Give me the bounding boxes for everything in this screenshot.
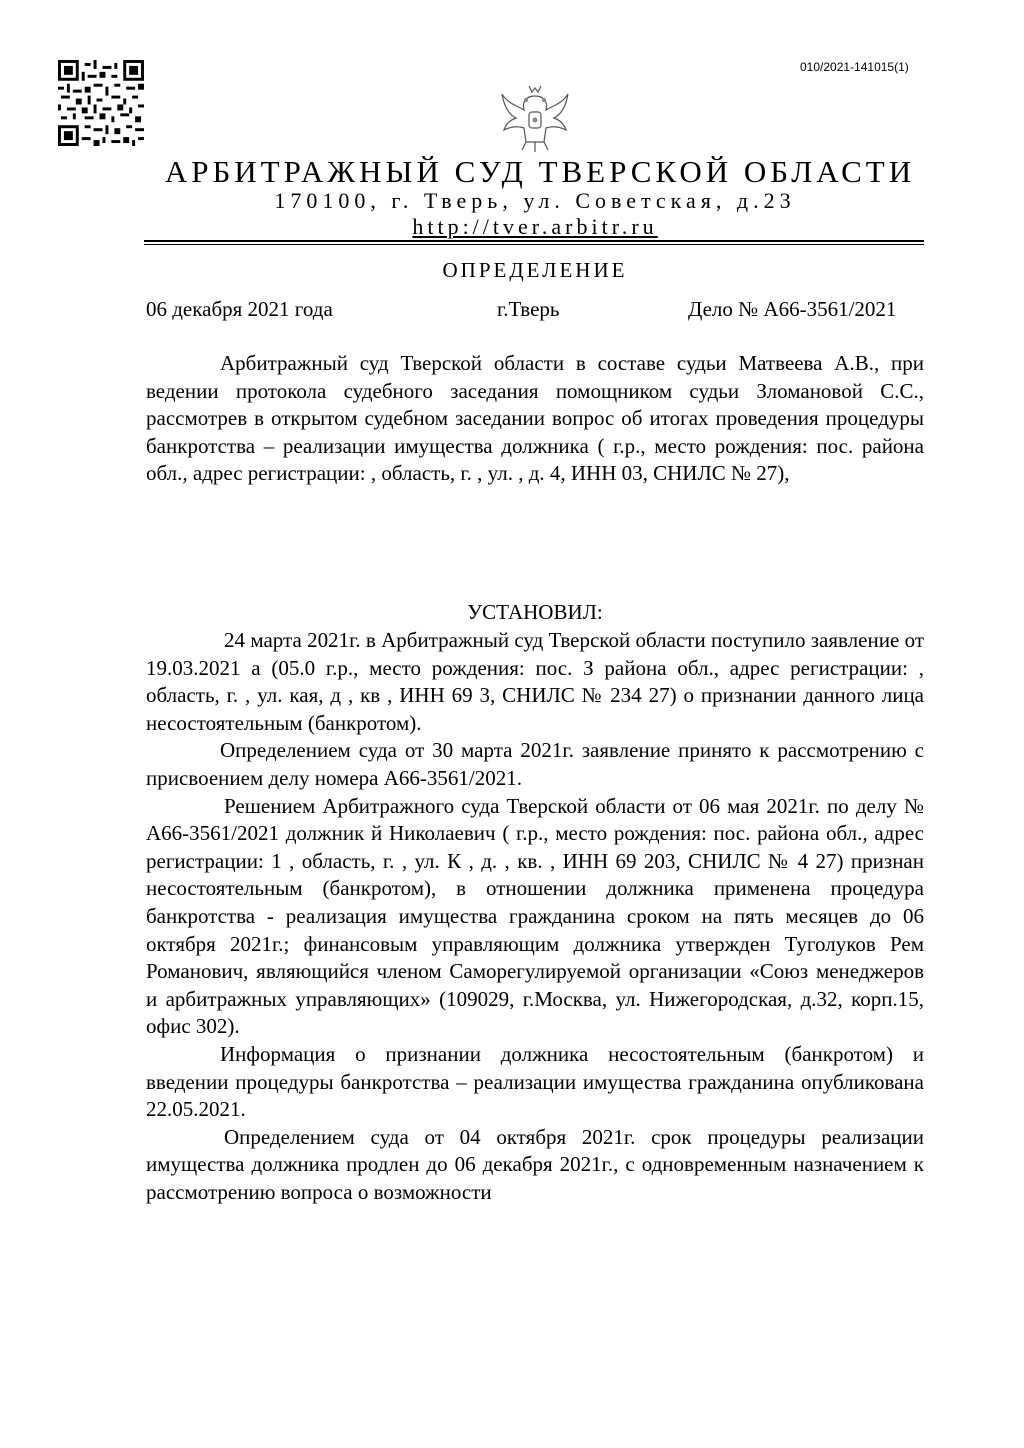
- paragraph: Информация о признании должника несостоятельным (банкротом) и введении процедуры банкротства – реализации имущества гражданина опубликована 22.05.2021.: [146, 1041, 924, 1122]
- intro-text: Арбитражный суд Тверской области в составе судьи Матвеева А.В., при ведении протокола судебного заседания помощником судьи Зломановой С.С., рассмотрев в открытом судебном заседании вопрос об итогах проведения процедуры банкротства – реализации имущества должника ( г.р., место рождения: пос. района обл., адрес регистрации: , область, г. , ул. , д. 4, ИНН 03, СНИЛС № 27),: [146, 351, 924, 486]
- court-name: АРБИТРАЖНЫЙ СУД ТВЕРСКОЙ ОБЛАСТИ: [164, 154, 916, 189]
- intro-paragraph: [146, 350, 924, 488]
- case-number: Дело № А66-3561/2021: [688, 297, 897, 321]
- paragraph: Решением Арбитражного суда Тверской области от 06 мая 2021г. по делу № А66-3561/2021 должник й Николаевич ( г.р., место рождения: пос. района обл., адрес регистрации: 1 , область, г. , ул. К , д. , кв. , ИНН 69 203, СНИЛС № 4 27) признан несостоятельным (банкротом), в отношении должника применена процедура банкротства - реализация имущества гражданина сроком на пять месяцев до 06 октября 2021г.; финансовым управляющим должника утвержден Туголуков Рем Романович, являющийся членом Саморегулируемой организации «Союз менеджеров и арбитражных управляющих» (109029, г.Москва, ул. Нижегородская, д.32, корп.15, офис 302).: [146, 793, 924, 1039]
- header-divider: [144, 240, 924, 242]
- document-id: 010/2021-141015(1): [800, 60, 909, 74]
- document-body: [146, 627, 924, 1206]
- header-divider-thin: [144, 244, 924, 245]
- document-city: г.Тверь: [497, 297, 560, 321]
- qr-code-icon: [58, 60, 144, 146]
- document-date: 06 декабря 2021 года: [146, 297, 333, 321]
- section-heading: УСТАНОВИЛ:: [467, 600, 603, 624]
- document-type: ОПРЕДЕЛЕНИЕ: [442, 258, 628, 282]
- coat-of-arms-icon: [496, 82, 574, 154]
- paragraph: Определением суда от 30 марта 2021г. заявление принято к рассмотрению с присвоением делу номера А66-3561/2021.: [146, 738, 924, 790]
- court-website-link[interactable]: http://tver.arbitr.ru: [412, 214, 658, 239]
- paragraph: 24 марта 2021г. в Арбитражный суд Тверской области поступило заявление от 19.03.2021 а (05.0 г.р., место рождения: пос. З района обл., адрес регистрации: , область, г. , ул. кая, д , кв , ИНН 69 3, СНИЛС № 234 27) о признании данного лица несостоятельным (банкротом).: [146, 628, 924, 735]
- court-address: 170100, г. Тверь, ул. Советская, д.23: [274, 188, 796, 213]
- paragraph: Определением суда от 04 октября 2021г. срок процедуры реализации имущества должника продлен до 06 декабря 2021г., с одновременным назначением к рассмотрению вопроса о возможности: [146, 1124, 924, 1204]
